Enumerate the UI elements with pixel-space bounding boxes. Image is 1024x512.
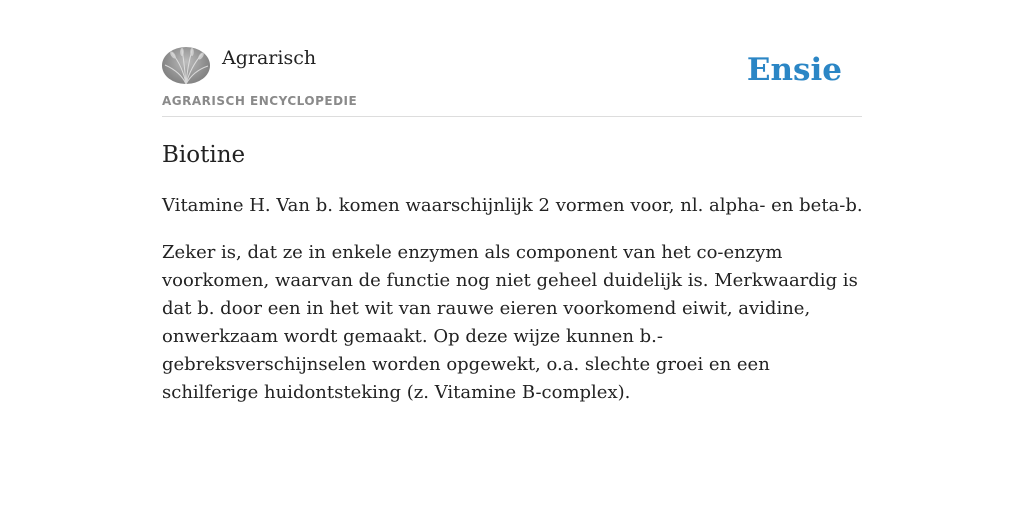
brand-logo[interactable]: Ensie (746, 52, 842, 88)
wheat-icon[interactable] (162, 47, 210, 84)
source-subtitle: AGRARISCH ENCYCLOPEDIE (162, 94, 358, 108)
header (162, 40, 862, 117)
source-name[interactable]: Agrarisch (222, 47, 317, 69)
article-body (162, 192, 867, 426)
article-paragraph: Vitamine H. Van b. komen waarschijnlijk 2 vormen voor, nl. alpha- en beta-b. (162, 195, 863, 216)
article-title: Biotine (162, 142, 246, 168)
article-paragraph: Zeker is, dat ze in enkele enzymen als component van het co-enzym voorkomen, waarvan de functie nog niet geheel duidelijk is. Merkwaardig is dat b. door een in het wit van rauwe eieren voorkomend eiwit, avidine, onwerkzaam wordt gemaakt. Op deze wijze kunnen b.-gebreksverschijnselen worden opgewekt, o.a. slechte groei en een schilferige huidontsteking (z. Vitamine B-complex). (162, 242, 858, 403)
